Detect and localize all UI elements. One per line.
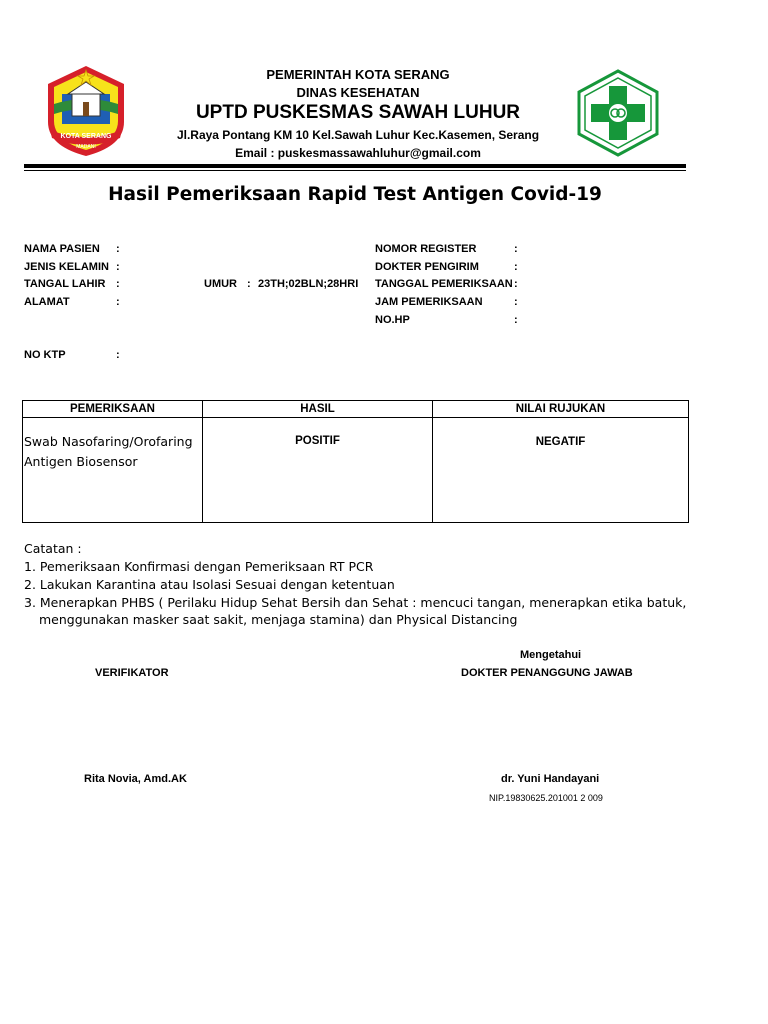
note-item: 2. Lakukan Karantina atau Isolasi Sesuai dengan ketentuan [24, 577, 395, 592]
dokter-nip: NIP.19830625.201001 2 009 [489, 793, 603, 803]
colon: : [247, 278, 251, 290]
colon: : [116, 349, 120, 361]
cell-pemeriksaan [23, 418, 203, 523]
label-umur: UMUR [204, 278, 237, 290]
logo-subtext: MADANI [76, 144, 96, 150]
header-nilai-rujukan: NILAI RUJUKAN [433, 401, 689, 418]
colon: : [116, 261, 120, 273]
org-email: Email : puskesmassawahluhur@gmail.com [235, 146, 481, 160]
note-item-continued: menggunakan masker saat sakit, menjaga stamina) dan Physical Distancing [39, 612, 518, 627]
colon: : [514, 314, 518, 326]
header-pemeriksaan: PEMERIKSAAN [23, 401, 203, 418]
colon: : [514, 261, 518, 273]
label-jam-pemeriksaan: JAM PEMERIKSAAN [375, 296, 483, 308]
results-table [22, 400, 689, 523]
label-no-ktp: NO KTP [24, 349, 66, 361]
cell-nilai-rujukan [433, 418, 689, 523]
notes-heading: Catatan : [24, 541, 82, 556]
puskesmas-logo [575, 68, 661, 158]
colon: : [514, 243, 518, 255]
header-hasil: HASIL [203, 401, 433, 418]
dept-name: DINAS KESEHATAN [296, 85, 420, 100]
exam-method: Antigen Biosensor [24, 454, 138, 469]
colon: : [514, 278, 518, 290]
colon: : [116, 243, 120, 255]
label-dokter-pengirim: DOKTER PENGIRIM [375, 261, 479, 273]
header-divider-thin [24, 170, 686, 171]
label-no-hp: NO.HP [375, 314, 410, 326]
verifikator-name: Rita Novia, Amd.AK [84, 773, 187, 785]
document-title: Hasil Pemeriksaan Rapid Test Antigen Covid-19 [108, 184, 602, 205]
umur-value: 23TH;02BLN;28HRI [258, 278, 359, 290]
label-jenis-kelamin: JENIS KELAMIN [24, 261, 109, 273]
result-value: POSITIF [295, 435, 340, 447]
header-divider [24, 164, 686, 168]
cell-hasil [203, 418, 433, 523]
dokter-name: dr. Yuni Handayani [501, 773, 600, 785]
colon: : [514, 296, 518, 308]
colon: : [116, 296, 120, 308]
note-item: 1. Pemeriksaan Konfirmasi dengan Pemeriksaan RT PCR [24, 559, 374, 574]
mengetahui-label: Mengetahui [520, 649, 582, 661]
table-header-row [23, 401, 689, 418]
verifikator-title: VERIFIKATOR [95, 667, 169, 679]
label-tanggal-lahir: TANGAL LAHIR [24, 278, 106, 290]
label-alamat: ALAMAT [24, 296, 70, 308]
exam-name: Swab Nasofaring/Orofaring [24, 434, 193, 449]
reference-value: NEGATIF [535, 436, 586, 448]
label-nama-pasien: NAMA PASIEN [24, 243, 100, 255]
colon: : [116, 278, 120, 290]
label-nomor-register: NOMOR REGISTER [375, 243, 477, 255]
gov-name: PEMERINTAH KOTA SERANG [266, 67, 450, 82]
note-item: 3. Menerapkan PHBS ( Perilaku Hidup Sehat Bersih dan Sehat : mencuci tangan, menerapkan etika batuk, [24, 595, 687, 610]
label-tanggal-pemeriksaan: TANGGAL PEMERIKSAAN [375, 278, 513, 290]
org-name: UPTD PUSKESMAS SAWAH LUHUR [195, 102, 521, 123]
logo-text: KOTA SERANG [60, 133, 112, 140]
dokter-title: DOKTER PENANGGUNG JAWAB [461, 667, 633, 679]
org-address: Jl.Raya Pontang KM 10 Kel.Sawah Luhur Kec.Kasemen, Serang [176, 128, 540, 142]
table-row [23, 418, 689, 523]
